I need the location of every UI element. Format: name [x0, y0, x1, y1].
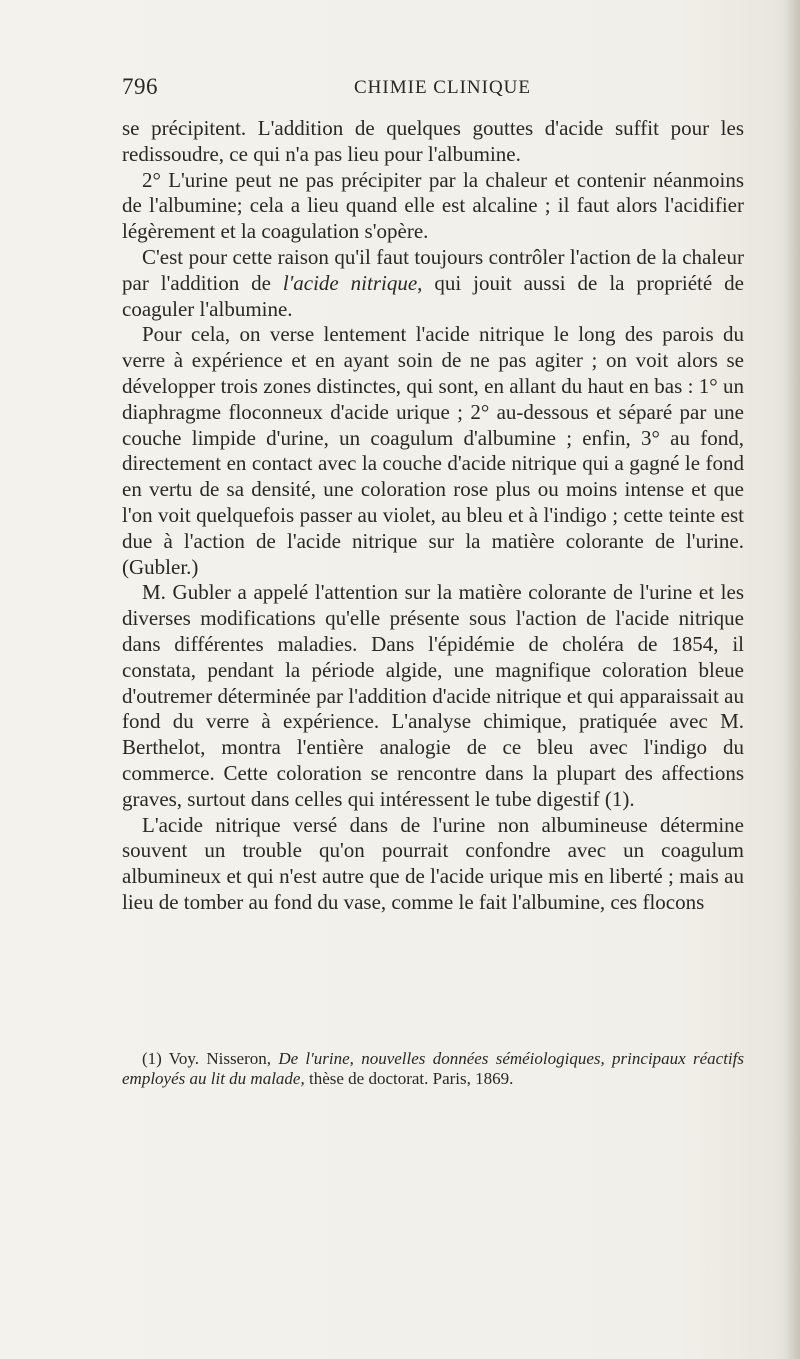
footnote-tail: thèse de doctorat. Paris, 1869. — [304, 1068, 514, 1088]
paragraph-three-zones: Pour cela, on verse lentement l'acide nitrique le long des parois du verre à expérience et en ayant soin de ne pas agiter ; on voit alors se développer trois zones distinctes, qui sont, en allant du haut en bas : 1° un diaphragme floconneux d'acide urique ; 2° au-dessous et séparé par une couche limpide d'urine, un coagulum d'albumine ; enfin, 3° au fond, directement en contact avec la couche d'acide nitrique qui a gagné le fond en vertu de sa densité, une coloration rose plus ou moins intense et que l'on voit quelquefois passer au violet, au bleu et à l'indigo ; cette teinte est due à l'action de l'acide nitrique sur la matière colorante de l'urine. (Gubler.) — [122, 322, 744, 579]
paragraph-nitric-control — [122, 245, 744, 322]
paragraph-gubler: M. Gubler a appelé l'attention sur la matière colorante de l'urine et les diverses modifications qu'elle présente sous l'action de l'acide nitrique dans différentes maladies. Dans l'épidémie de choléra de 1854, il constata, pendant la période algide, une magnifique coloration bleue d'outremer déterminée par l'addition d'acide nitrique et qui apparaissait au fond du verre à expérience. L'analyse chimique, pratiquée avec M. Berthelot, montra l'entière analogie de ce bleu avec l'indigo du commerce. Cette coloration se rencontre dans la plupart des affections graves, surtout dans celles qui intéressent le tube digestif (1). — [122, 580, 744, 811]
footnote-title: De l'urine, nouvelles données séméiologiques, principaux réactifs employés au lit du malade, — [122, 1049, 744, 1088]
page-edge-shadow — [786, 0, 800, 1359]
paragraph-non-albuminous: L'acide nitrique versé dans de l'urine non albumineuse détermine souvent un trouble qu'on pourrait confondre avec un coagulum albumineux et qui n'est autre que de l'acide urique mis en liberté ; mais au lieu de tomber au fond du vase, comme le fait l'albumine, ces flocons — [122, 812, 744, 914]
paragraph-continuation: se précipitent. L'addition de quelques gouttes d'acide suffit pour les redissoudre, ce qui n'a pas lieu pour l'albumine. — [122, 116, 744, 166]
emphasis-acide-nitrique: l'acide nitrique, — [282, 270, 423, 295]
paragraph-text: qui jouit aussi de la propriété de coaguler l'albumine. — [122, 270, 744, 321]
body-text — [122, 116, 744, 916]
footnote — [122, 1049, 744, 1088]
paragraph-text: C'est pour cette raison qu'il faut toujours contrôler l'action de la chaleur par l'addition de — [122, 244, 744, 295]
running-head: CHIMIE CLINIQUE — [354, 77, 532, 98]
page-number: 796 — [122, 74, 158, 99]
paragraph-point-two: 2° L'urine peut ne pas précipiter par la chaleur et contenir néanmoins de l'albumine; cela a lieu quand elle est alcaline ; il faut alors l'acidifier légèrement et la coagulation s'opère. — [122, 167, 744, 244]
page-header — [122, 74, 744, 104]
footnote-text — [122, 1049, 744, 1088]
footnote-ref: (1) Voy. Nisseron, — [142, 1049, 279, 1068]
